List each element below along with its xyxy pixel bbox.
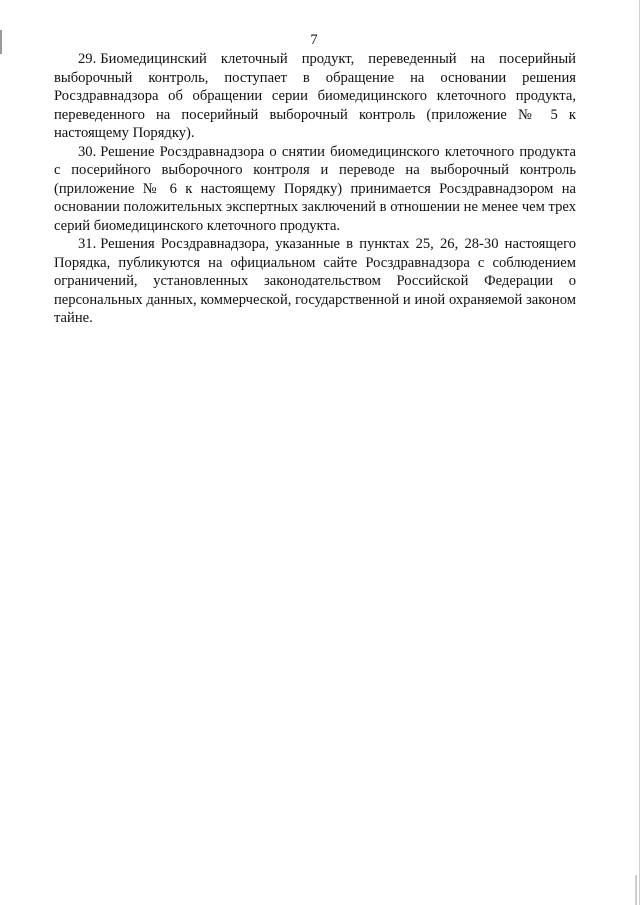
paragraph-text: Решение Росздравнадзора о снятии биомедицинского клеточного продукта с посерийного выборочного контроля и переводе на выборочный контроль (приложение № 6 к настоящему Порядку) принимается Росздравнадзором на основании положительных экспертных заключений в отношении не менее чем трех серий биомедицинского клеточного продукта. (54, 143, 576, 234)
paragraph-number: 31. (78, 236, 97, 252)
paragraph-31 (54, 235, 576, 328)
paragraph-29 (54, 50, 576, 143)
paragraph-30 (54, 143, 576, 236)
paragraph-number: 29. (78, 51, 97, 67)
paragraph-text: Биомедицинский клеточный продукт, переведенный на посерийный выборочный контроль, поступает в обращение на основании решения Росздравнадзора об обращении серии биомедицинского клеточного продукта, переведенного на посерийный выборочный контроль (приложение № 5 к настоящему Порядку). (54, 51, 576, 141)
paragraph-number: 30. (78, 143, 97, 160)
page-number: 7 (310, 32, 318, 48)
scan-edge-mark-bottom (635, 875, 637, 905)
document-body (54, 50, 576, 328)
paragraph-text: Решения Росздравнадзора, указанные в пунктах 25, 26, 28-30 настоящего Порядка, публикуются на официальном сайте Росздравнадзора с соблюдением ограничений, установленных законодательством Российской Федерации о персональных данных, коммерческой, государственной и иной охраняемой законом тайне. (54, 236, 576, 326)
